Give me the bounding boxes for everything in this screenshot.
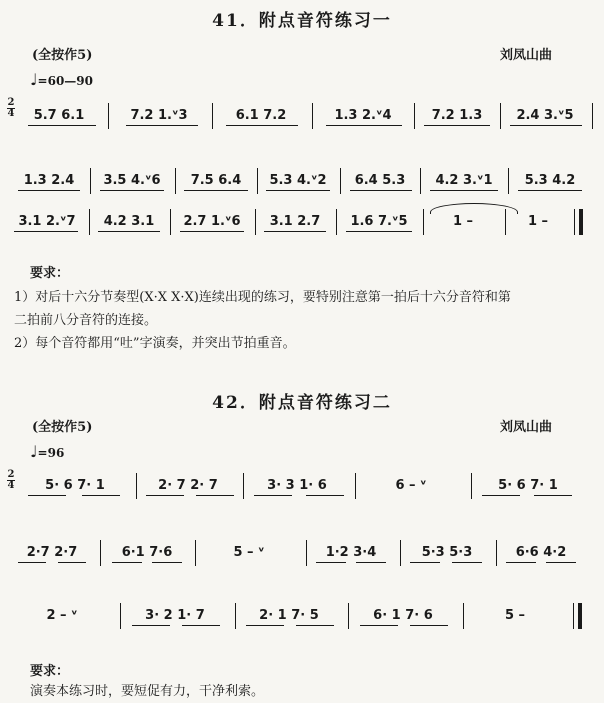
score-row-41-1 xyxy=(0,101,604,145)
tempo-value-42: =96 xyxy=(37,446,65,460)
tempo-mark-42 xyxy=(30,442,65,461)
measure: 5 – xyxy=(504,607,526,623)
composer-41: 刘凤山曲 xyxy=(500,48,553,63)
measure: 4.2 3.ᵛ1 xyxy=(435,172,493,188)
meter-top-41: 2 xyxy=(7,97,15,108)
key-signature-42: (全按作5) xyxy=(32,420,93,435)
tempo-mark-41 xyxy=(30,70,93,89)
requirement-line: 二拍前八分音符的连接。 xyxy=(14,313,158,328)
measure: 1 – xyxy=(527,213,549,229)
measure: 3.1 2.7 xyxy=(269,213,321,229)
measure: 2· 1 7· 5 xyxy=(259,607,319,623)
requirements-heading-41: 要求： xyxy=(30,266,70,281)
measure: 6·6 4·2 xyxy=(515,544,567,560)
measure: 6 – ᵛ xyxy=(395,477,427,493)
measure: 6.1 7.2 xyxy=(235,107,287,123)
measure: 5.7 6.1 xyxy=(33,107,85,123)
measure: 3· 2 1· 7 xyxy=(145,607,205,623)
measure: 5 – ᵛ xyxy=(233,544,265,560)
score-row-41-3 xyxy=(0,207,604,251)
measure: 2.7 1.ᵛ6 xyxy=(183,213,241,229)
measure: 5·3 5·3 xyxy=(421,544,473,560)
meter-bottom-42: 4 xyxy=(7,480,15,491)
measure: 3.1 2.ᵛ7 xyxy=(18,213,76,229)
requirements-41 xyxy=(14,286,594,355)
measure: 4.2 3.1 xyxy=(103,213,155,229)
requirements-heading-42: 要求： xyxy=(30,664,70,679)
measure: 7.2 1.ᵛ3 xyxy=(130,107,188,123)
requirement-line: 1）对后十六分节奏型(X·X X·X)连续出现的练习，要特别注意第一拍后十六分音符和第 xyxy=(14,290,511,305)
score-row-41-2 xyxy=(0,166,604,210)
measure: 3· 3 1· 6 xyxy=(267,477,327,493)
score-row-42-3 xyxy=(0,601,604,645)
measure: 5.3 4.2 xyxy=(524,172,576,188)
measure: 5· 6 7· 1 xyxy=(45,477,105,493)
measure: 1.3 2.4 xyxy=(23,172,75,188)
measure: 2· 7 2· 7 xyxy=(158,477,218,493)
measure: 2.4 3.ᵛ5 xyxy=(516,107,574,123)
composer-42: 刘凤山曲 xyxy=(500,420,553,435)
requirement-line: 2）每个音符都用“吐”字演奏，并突出节拍重音。 xyxy=(14,336,296,351)
tie-arc xyxy=(430,203,518,214)
score-row-42-2 xyxy=(0,538,604,582)
score-row-42-1 xyxy=(0,471,604,515)
tempo-value-41: =60—90 xyxy=(37,74,93,88)
measure: 7.2 1.3 xyxy=(431,107,483,123)
measure: 6· 1 7· 6 xyxy=(373,607,433,623)
meter-bottom-41: 4 xyxy=(7,108,15,119)
measure: 1·2 3·4 xyxy=(325,544,377,560)
measure: 2 – ᵛ xyxy=(46,607,78,623)
exercise-41-title: 41．附点音符练习一 xyxy=(212,11,392,31)
requirement-line: 演奏本练习时，要短促有力，干净利索。 xyxy=(30,684,265,699)
measure: 1.3 2.ᵛ4 xyxy=(334,107,392,123)
measure: 5.3 4.ᵛ2 xyxy=(269,172,327,188)
quarter-note-icon: ♩ xyxy=(30,70,38,89)
measure: 1.6 7.ᵛ5 xyxy=(350,213,408,229)
measure: 6·1 7·6 xyxy=(121,544,173,560)
measure: 7.5 6.4 xyxy=(190,172,242,188)
quarter-note-icon: ♩ xyxy=(30,442,38,461)
exercise-42-title: 42．附点音符练习二 xyxy=(212,393,392,413)
measure: 3.5 4.ᵛ6 xyxy=(103,172,161,188)
measure: 1 – xyxy=(452,213,474,229)
measure: 5· 6 7· 1 xyxy=(498,477,558,493)
measure: 2·7 2·7 xyxy=(26,544,78,560)
measure: 6.4 5.3 xyxy=(354,172,406,188)
meter-top-42: 2 xyxy=(7,469,15,480)
key-signature-41: (全按作5) xyxy=(32,48,93,63)
